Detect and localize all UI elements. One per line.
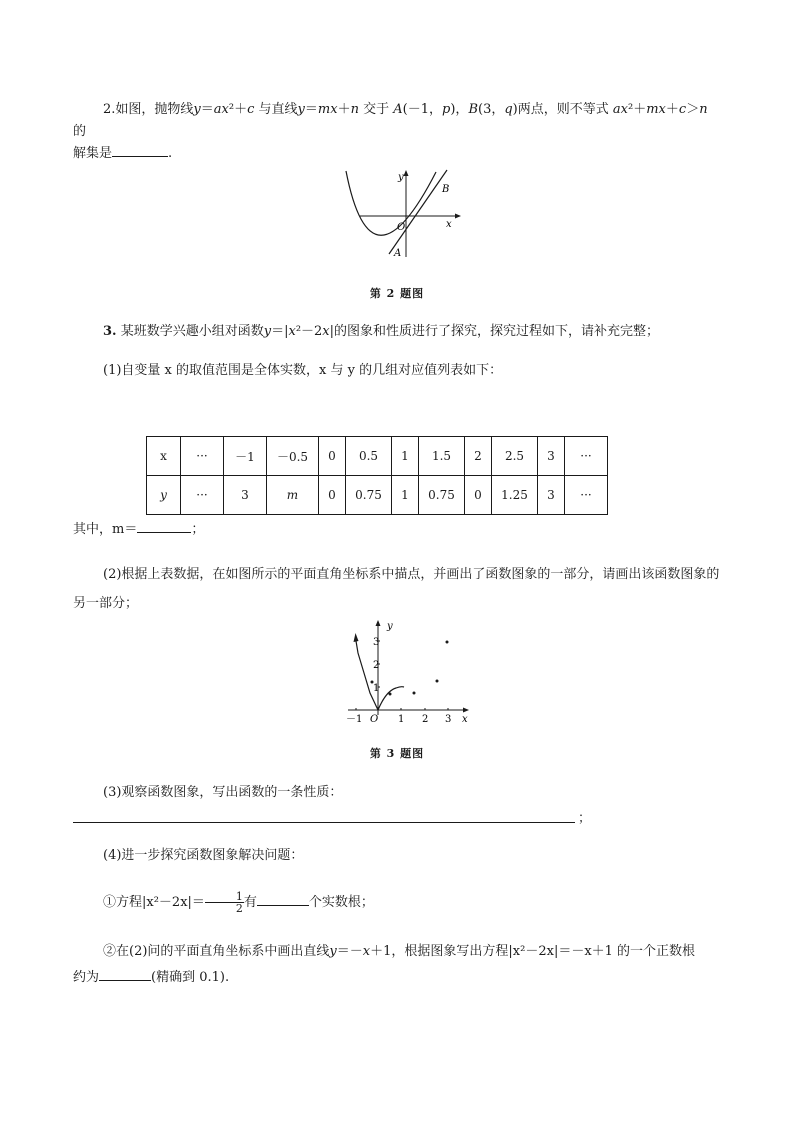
table-cell: ···: [565, 476, 608, 515]
question-3-part-4: (4)进一步探究函数图象解决问题：: [103, 848, 304, 863]
table-cell: －0.5: [267, 437, 319, 476]
question-3-part-3: (3)观察函数图象，写出函数的一条性质：: [103, 785, 343, 800]
table-cell: ···: [181, 437, 224, 476]
answer-blank-m[interactable]: [137, 532, 191, 533]
answer-blank-roots[interactable]: [257, 905, 309, 906]
answer-blank-q2[interactable]: [112, 156, 168, 157]
table-cell: －1: [224, 437, 267, 476]
answer-line-part-3[interactable]: [73, 822, 575, 823]
svg-text:x: x: [462, 714, 468, 725]
table-cell: 0: [319, 437, 346, 476]
svg-text:1: 1: [373, 683, 380, 694]
svg-text:x: x: [446, 219, 452, 230]
svg-text:O: O: [397, 222, 406, 233]
question-3-part-4-1: ①方程|x²－2x|＝ $\frac{1}{2}$ 有 个实数根；: [103, 890, 374, 915]
figure-2-caption: 第 2 题图: [369, 287, 425, 300]
value-table: [146, 436, 608, 515]
svg-text:O: O: [370, 714, 379, 725]
svg-text:2: 2: [422, 714, 429, 725]
figure-3-caption: 第 3 题图: [369, 747, 425, 760]
part-3-end: ；: [578, 811, 592, 826]
table-cell: 0.5: [346, 437, 392, 476]
fraction-one-half: $\frac{1}{2}$: [205, 891, 244, 914]
table-cell: 3: [538, 437, 565, 476]
table-cell: 0.75: [346, 476, 392, 515]
svg-text:1: 1: [398, 714, 405, 725]
question-3-part-2: (2)根据上表数据，在如图所示的平面直角坐标系中描点，并画出了函数图象的一部分，请画出该函数图象的另一部分；: [73, 567, 720, 611]
table-cell: 2.5: [492, 437, 538, 476]
table-cell: 0.75: [419, 476, 465, 515]
figure-3-function-graph: [340, 615, 480, 730]
table-cell: y: [147, 476, 181, 515]
table-row-x: [147, 437, 608, 476]
table-cell: 0: [319, 476, 346, 515]
table-cell: ···: [181, 476, 224, 515]
svg-text:2: 2: [373, 660, 380, 671]
table-cell: 0: [465, 476, 492, 515]
question-3-part-4-2: ②在(2)问的平面直角坐标系中画出直线y＝－x＋1，根据图象写出方程|x²－2x|＝－x＋1 的一个正数根 约为 (精确到 0.1).: [73, 944, 696, 985]
question-2-text: 2.如图，抛物线y＝ax²＋c 与直线y＝mx＋n 交于 A(－1，p)，B(3，q)两点，则不等式 ax²＋mx＋c＞n 的 解集是 .: [73, 102, 708, 161]
m-answer-line: 其中，m＝ ；: [73, 522, 205, 537]
table-cell: 1.25: [492, 476, 538, 515]
table-cell: 3: [224, 476, 267, 515]
svg-text:3: 3: [445, 714, 452, 725]
table-cell: 1: [392, 437, 419, 476]
figure-2-parabola-line: [340, 165, 470, 265]
table-cell: m: [267, 476, 319, 515]
table-cell: 2: [465, 437, 492, 476]
answer-blank-positive-root[interactable]: [99, 980, 151, 981]
svg-text:－1: －1: [346, 714, 363, 725]
table-cell: 1: [392, 476, 419, 515]
svg-text:y: y: [398, 172, 404, 183]
question-3-part-1: (1)自变量 x 的取值范围是全体实数，x 与 y 的几组对应值列表如下：: [103, 363, 503, 378]
table-cell: 3: [538, 476, 565, 515]
svg-text:B: B: [442, 184, 450, 195]
table-row-y: [147, 476, 608, 515]
table-cell: x: [147, 437, 181, 476]
svg-text:3: 3: [373, 637, 380, 648]
svg-text:A: A: [394, 248, 402, 259]
svg-text:y: y: [387, 621, 393, 632]
table-cell: 1.5: [419, 437, 465, 476]
question-3-intro: 3. 某班数学兴趣小组对函数y＝|x²－2x|的图象和性质进行了探究，探究过程如下，请补充完整；: [103, 324, 660, 339]
table-cell: ···: [565, 437, 608, 476]
